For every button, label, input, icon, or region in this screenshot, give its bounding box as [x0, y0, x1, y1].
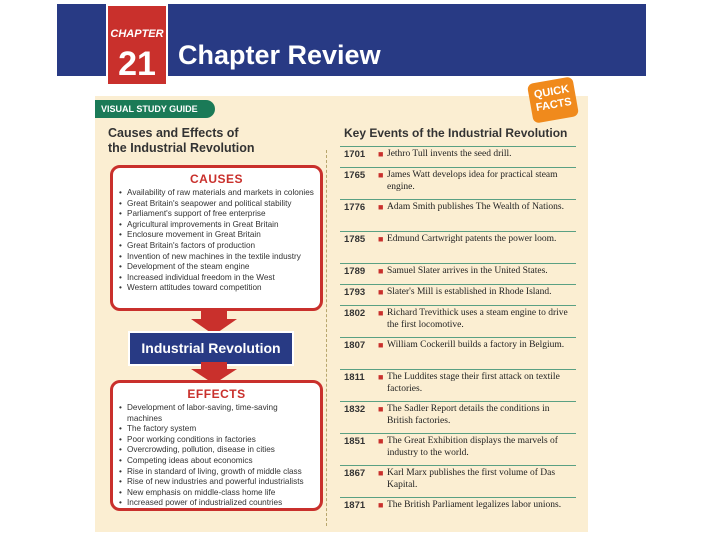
- effect-item: • Rise in standard of living, growth of middle class: [127, 467, 314, 478]
- quick-facts-line2: FACTS: [535, 95, 573, 114]
- effects-box: [110, 380, 323, 511]
- timeline-row: [340, 263, 576, 284]
- causes-effects-title-line2: the Industrial Revolution: [108, 141, 255, 155]
- effect-item: • Increased power of industrialized countries: [127, 498, 314, 509]
- cause-item: • Availability of raw materials and markets in colonies: [127, 188, 314, 199]
- bullet-square-icon: ■: [378, 500, 384, 510]
- event-year: 1701: [344, 149, 366, 160]
- event-year: 1851: [344, 436, 366, 447]
- effect-item: • Competing ideas about economics: [127, 456, 314, 467]
- event-text: The Great Exhibition displays the marvels of industry to the world.: [387, 436, 558, 458]
- event-year: 1765: [344, 170, 366, 181]
- timeline-row: [340, 305, 576, 337]
- event-text: Jethro Tull invents the seed drill.: [387, 149, 512, 159]
- causes-effects-title-line1: Causes and Effects of: [108, 126, 239, 140]
- cause-item: • Great Britain's seapower and political stability: [127, 199, 314, 210]
- bullet-square-icon: ■: [378, 266, 384, 276]
- cause-item: • Parliament's support of free enterprise: [127, 209, 314, 220]
- effect-item: • Poor working conditions in factories: [127, 435, 314, 446]
- timeline-row: [340, 167, 576, 199]
- event-text: Richard Trevithick uses a steam engine to drive the first locomotive.: [387, 308, 568, 330]
- bullet-square-icon: ■: [378, 234, 384, 244]
- timeline-row: [340, 433, 576, 465]
- event-year: 1807: [344, 340, 366, 351]
- event-year: 1793: [344, 287, 366, 298]
- timeline-row: [340, 146, 576, 167]
- event-year: 1871: [344, 500, 366, 511]
- cause-item: • Great Britain's factors of production: [127, 241, 314, 252]
- effect-item: • Development of labor-saving, time-saving machines: [127, 403, 314, 424]
- event-year: 1776: [344, 202, 366, 213]
- event-text: The Sadler Report details the conditions in British factories.: [387, 404, 550, 426]
- event-text: The British Parliament legalizes labor unions.: [387, 500, 562, 510]
- chapter-badge: [106, 4, 168, 86]
- bullet-square-icon: ■: [378, 149, 384, 159]
- quick-facts-line1: QUICK: [533, 83, 571, 102]
- timeline-row: [340, 284, 576, 305]
- cause-item: • Development of the steam engine: [127, 262, 314, 273]
- key-events-timeline: [340, 146, 576, 518]
- page-title: Chapter Review: [178, 40, 381, 70]
- timeline-row: [340, 497, 576, 518]
- cause-item: • Increased individual freedom in the West: [127, 273, 314, 284]
- timeline-row: [340, 369, 576, 401]
- event-text: Adam Smith publishes The Wealth of Nations.: [387, 202, 564, 212]
- column-divider: [326, 150, 328, 526]
- effect-item: • Overcrowding, pollution, disease in cities: [127, 445, 314, 456]
- effects-heading: EFFECTS: [187, 387, 246, 401]
- event-year: 1802: [344, 308, 366, 319]
- event-year: 1811: [344, 372, 365, 383]
- event-year: 1832: [344, 404, 366, 415]
- effects-list: [113, 403, 320, 509]
- timeline-row: [340, 199, 576, 231]
- bullet-square-icon: ■: [378, 340, 384, 350]
- industrial-revolution-label: Industrial Revolution: [128, 331, 294, 366]
- event-text: Karl Marx publishes the first volume of Das Kapital.: [387, 468, 556, 490]
- causes-box: [110, 165, 323, 311]
- bullet-square-icon: ■: [378, 468, 384, 478]
- timeline-row: [340, 401, 576, 433]
- event-text: William Cockerill builds a factory in Belgium.: [387, 340, 565, 350]
- event-year: 1867: [344, 468, 366, 479]
- bullet-square-icon: ■: [378, 202, 384, 212]
- causes-effects-title: [108, 126, 308, 156]
- bullet-square-icon: ■: [378, 170, 384, 180]
- timeline-row: [340, 337, 576, 369]
- effect-item: • The factory system: [127, 424, 314, 435]
- event-year: 1789: [344, 266, 366, 277]
- chapter-label: CHAPTER: [110, 28, 164, 40]
- cause-item: • Western attitudes toward competition: [127, 283, 314, 294]
- bullet-square-icon: ■: [378, 404, 384, 414]
- causes-heading: CAUSES: [189, 172, 243, 186]
- chapter-number: 21: [118, 45, 156, 83]
- bullet-square-icon: ■: [378, 308, 384, 318]
- bullet-square-icon: ■: [378, 287, 384, 297]
- event-text: James Watt develops idea for practical steam engine.: [387, 170, 558, 192]
- cause-item: • Enclosure movement in Great Britain: [127, 230, 314, 241]
- quick-facts-badge: [527, 76, 579, 123]
- event-text: Samuel Slater arrives in the United States.: [387, 266, 548, 276]
- causes-list: [113, 188, 320, 294]
- effect-item: • New emphasis on middle-class home life: [127, 488, 314, 499]
- event-text: The Luddites stage their first attack on textile factories.: [387, 372, 560, 394]
- bullet-square-icon: ■: [378, 372, 384, 382]
- event-text: Edmund Cartwright patents the power loom.: [387, 234, 557, 244]
- event-year: 1785: [344, 234, 366, 245]
- cause-item: • Agricultural improvements in Great Britain: [127, 220, 314, 231]
- effect-item: • Rise of new industries and powerful industrialists: [127, 477, 314, 488]
- timeline-row: [340, 465, 576, 497]
- bullet-square-icon: ■: [378, 436, 384, 446]
- event-text: Slater's Mill is established in Rhode Island.: [387, 287, 552, 297]
- timeline-row: [340, 231, 576, 263]
- cause-item: • Invention of new machines in the textile industry: [127, 252, 314, 263]
- key-events-title: Key Events of the Industrial Revolution: [344, 126, 568, 140]
- visual-study-guide-tab: VISUAL STUDY GUIDE: [95, 100, 215, 118]
